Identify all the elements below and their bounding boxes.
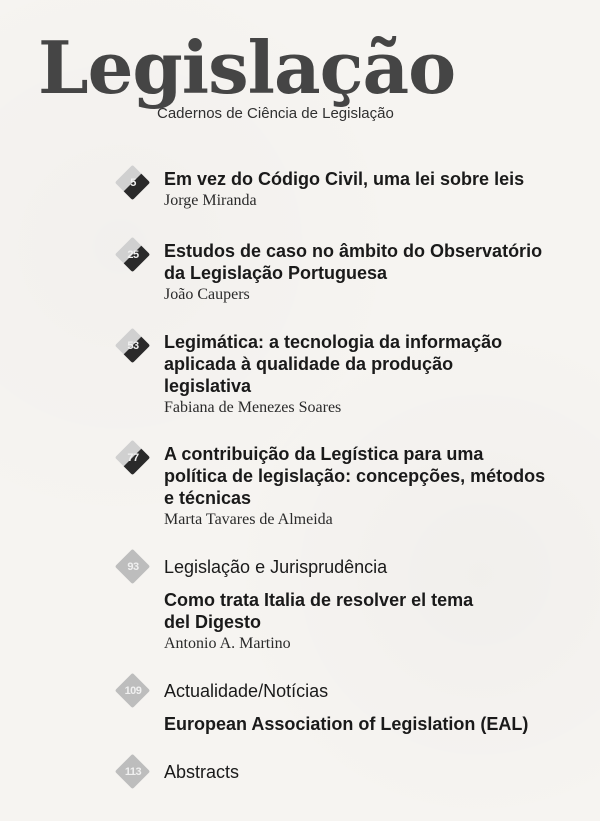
page-number: 5 [130, 177, 136, 189]
article-author: Jorge Miranda [164, 192, 257, 209]
toc-entry-text [164, 761, 584, 783]
page-number-badge [114, 439, 152, 477]
article-title: A contribuição da Legística para uma política de legislação: concepções, métodos e técnicas [164, 444, 546, 508]
toc-entry-text [164, 556, 584, 654]
page-number-badge [114, 753, 152, 791]
toc-entry-text [164, 331, 584, 418]
article-author: Antonio A. Martino [164, 635, 291, 652]
page-number: 53 [127, 340, 139, 352]
page-number-badge [114, 548, 152, 586]
article-title: Em vez do Código Civil, uma lei sobre leis [164, 169, 525, 189]
journal-title: Legislação [38, 25, 456, 110]
toc-entry-text [164, 240, 584, 305]
section-heading: Abstracts [164, 762, 240, 782]
section-heading: Actualidade/Notícias [164, 681, 329, 701]
masthead [38, 24, 458, 124]
page-number: 93 [127, 561, 139, 573]
toc-entry-text [164, 680, 584, 735]
page-number: 113 [124, 766, 142, 778]
page-number-badge [114, 327, 152, 365]
article-title: Como trata Italia de resolver el tema del Digesto [164, 590, 474, 632]
section-heading: Legislação e Jurisprudência [164, 557, 388, 577]
article-author: João Caupers [164, 286, 250, 303]
journal-subtitle: Cadernos de Ciência de Legislação [157, 105, 394, 122]
article-author: Marta Tavares de Almeida [164, 511, 333, 528]
toc-entry-text [164, 443, 584, 530]
page-number: 109 [124, 685, 142, 697]
page-number-badge [114, 164, 152, 202]
page-number: 25 [127, 249, 139, 261]
toc-entry-text [164, 168, 584, 211]
article-title: Legimática: a tecnologia da informação aplicada à qualidade da produção legislativa [164, 332, 503, 396]
article-title: European Association of Legislation (EAL) [164, 714, 529, 734]
article-author: Fabiana de Menezes Soares [164, 399, 342, 416]
page-number: 77 [127, 452, 139, 464]
article-title: Estudos de caso no âmbito do Observatório da Legislação Portuguesa [164, 241, 543, 283]
page-number-badge [114, 672, 152, 710]
page-number-badge [114, 236, 152, 274]
